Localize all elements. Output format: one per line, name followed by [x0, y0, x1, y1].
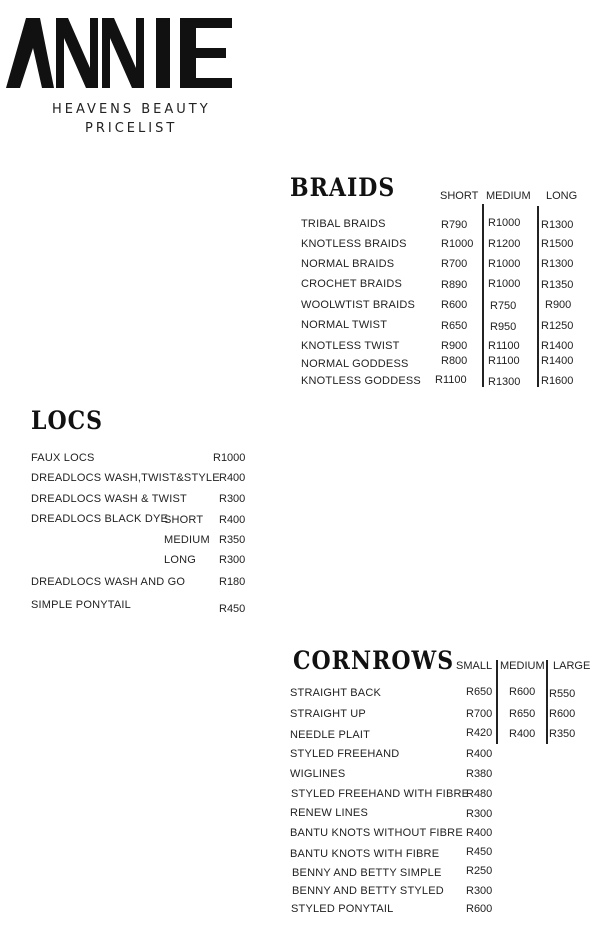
cornrows-row-small: R700 — [466, 708, 493, 720]
locs-row-price: R300 — [219, 554, 246, 566]
locs-row-price: R350 — [219, 534, 246, 546]
cornrows-row-medium: R650 — [509, 708, 536, 720]
braids-row-long: R1250 — [541, 320, 574, 332]
braids-divider-1 — [482, 204, 484, 387]
cornrows-col-large: LARGE — [553, 660, 591, 672]
braids-row-short: R890 — [441, 279, 468, 291]
cornrows-row-medium: R600 — [509, 686, 536, 698]
locs-row-name: DREADLOCS WASH AND GO — [31, 576, 186, 588]
locs-row-price: R180 — [219, 576, 246, 588]
brand-tagline: HEAVENS BEAUTY — [52, 102, 211, 117]
braids-col-medium: MEDIUM — [486, 190, 531, 202]
cornrows-divider-2 — [546, 660, 548, 744]
braids-row-medium: R1000 — [488, 278, 521, 290]
cornrows-row-large: R350 — [549, 728, 576, 740]
cornrows-row-small: R400 — [466, 827, 493, 839]
cornrows-row-small: R250 — [466, 865, 493, 877]
braids-row-medium: R1300 — [488, 376, 521, 388]
braids-row-long: R1500 — [541, 238, 574, 250]
brand-subtitle: PRICELIST — [85, 121, 178, 136]
cornrows-row-small: R300 — [466, 885, 493, 897]
braids-row-short: R600 — [441, 299, 468, 311]
braids-row-short: R800 — [441, 355, 468, 367]
cornrows-row-name: STRAIGHT UP — [290, 708, 366, 720]
cornrows-row-name: BANTU KNOTS WITH FIBRE — [290, 848, 440, 860]
cornrows-heading: CORNROWS — [293, 646, 455, 676]
braids-row-long: R900 — [545, 299, 572, 311]
braids-row-name: NORMAL BRAIDS — [301, 258, 395, 270]
cornrows-row-name: STYLED FREEHAND WITH FIBRE — [291, 788, 470, 800]
braids-row-name: NORMAL TWIST — [301, 319, 388, 331]
cornrows-row-name: STYLED FREEHAND — [290, 748, 400, 760]
locs-row-variant: LONG — [164, 554, 196, 566]
braids-row-name: KNOTLESS GODDESS — [301, 375, 421, 387]
locs-row-price: R300 — [219, 493, 246, 505]
braids-row-medium: R1200 — [488, 238, 521, 250]
braids-row-name: NORMAL GODDESS — [301, 358, 409, 370]
locs-row-variant: SHORT — [164, 514, 204, 526]
cornrows-row-name: BENNY AND BETTY STYLED — [292, 885, 444, 897]
braids-row-long: R1300 — [541, 219, 574, 231]
braids-row-long: R1300 — [541, 258, 574, 270]
locs-row-name: DREADLOCS WASH & TWIST — [31, 493, 187, 505]
braids-row-name: KNOTLESS TWIST — [301, 340, 400, 352]
braids-row-medium: R1100 — [488, 355, 520, 367]
braids-row-long: R1400 — [541, 355, 574, 367]
locs-row-price: R1000 — [213, 452, 246, 464]
braids-row-long: R1600 — [541, 375, 574, 387]
cornrows-row-large: R550 — [549, 688, 576, 700]
braids-row-medium: R750 — [490, 300, 517, 312]
cornrows-row-name: WIGLINES — [290, 768, 346, 780]
braids-row-medium: R1000 — [488, 258, 521, 270]
locs-heading: LOCS — [31, 406, 104, 436]
cornrows-row-small: R420 — [466, 727, 493, 739]
braids-row-short: R650 — [441, 320, 468, 332]
braids-row-medium: R1100 — [488, 340, 520, 352]
braids-row-name: CROCHET BRAIDS — [301, 278, 402, 290]
cornrows-col-medium: MEDIUM — [500, 660, 545, 672]
braids-row-long: R1350 — [541, 279, 574, 291]
braids-row-short: R1100 — [435, 374, 467, 386]
braids-row-long: R1400 — [541, 340, 574, 352]
locs-row-name: DREADLOCS BLACK DYE — [31, 513, 169, 525]
braids-row-name: WOOLWTIST BRAIDS — [301, 299, 416, 311]
cornrows-row-medium: R400 — [509, 728, 536, 740]
braids-row-short: R700 — [441, 258, 468, 270]
cornrows-row-small: R400 — [466, 748, 493, 760]
braids-row-medium: R950 — [490, 321, 517, 333]
brand-logo — [6, 12, 266, 94]
braids-heading: BRAIDS — [290, 173, 396, 203]
braids-row-medium: R1000 — [488, 217, 521, 229]
cornrows-row-small: R650 — [466, 686, 493, 698]
locs-row-price: R400 — [219, 472, 246, 484]
cornrows-col-small: SMALL — [456, 660, 493, 672]
locs-row-name: FAUX LOCS — [31, 452, 95, 464]
cornrows-row-small: R600 — [466, 903, 493, 915]
braids-divider-2 — [537, 206, 539, 387]
braids-row-name: KNOTLESS BRAIDS — [301, 238, 407, 250]
cornrows-row-name: BANTU KNOTS WITHOUT FIBRE — [290, 827, 463, 839]
braids-row-short: R790 — [441, 219, 468, 231]
braids-col-long: LONG — [546, 190, 578, 202]
cornrows-row-small: R480 — [466, 788, 493, 800]
cornrows-row-name: RENEW LINES — [290, 807, 368, 819]
cornrows-row-small: R380 — [466, 768, 493, 780]
locs-row-price: R400 — [219, 514, 246, 526]
braids-row-name: TRIBAL BRAIDS — [301, 218, 386, 230]
braids-col-short: SHORT — [440, 190, 479, 202]
cornrows-row-small: R300 — [466, 808, 493, 820]
locs-row-name: SIMPLE PONYTAIL — [31, 599, 131, 611]
braids-row-short: R1000 — [441, 238, 474, 250]
locs-row-price: R450 — [219, 603, 246, 615]
cornrows-row-name: BENNY AND BETTY SIMPLE — [292, 867, 442, 879]
cornrows-divider-1 — [496, 660, 498, 744]
locs-row-variant: MEDIUM — [164, 534, 210, 546]
cornrows-row-name: NEEDLE PLAIT — [290, 729, 371, 741]
cornrows-row-small: R450 — [466, 846, 493, 858]
locs-row-name: DREADLOCS WASH,TWIST&STYLE — [31, 472, 220, 484]
braids-row-short: R900 — [441, 340, 468, 352]
cornrows-row-name: STYLED PONYTAIL — [291, 903, 394, 915]
cornrows-row-large: R600 — [549, 708, 576, 720]
cornrows-row-name: STRAIGHT BACK — [290, 687, 382, 699]
